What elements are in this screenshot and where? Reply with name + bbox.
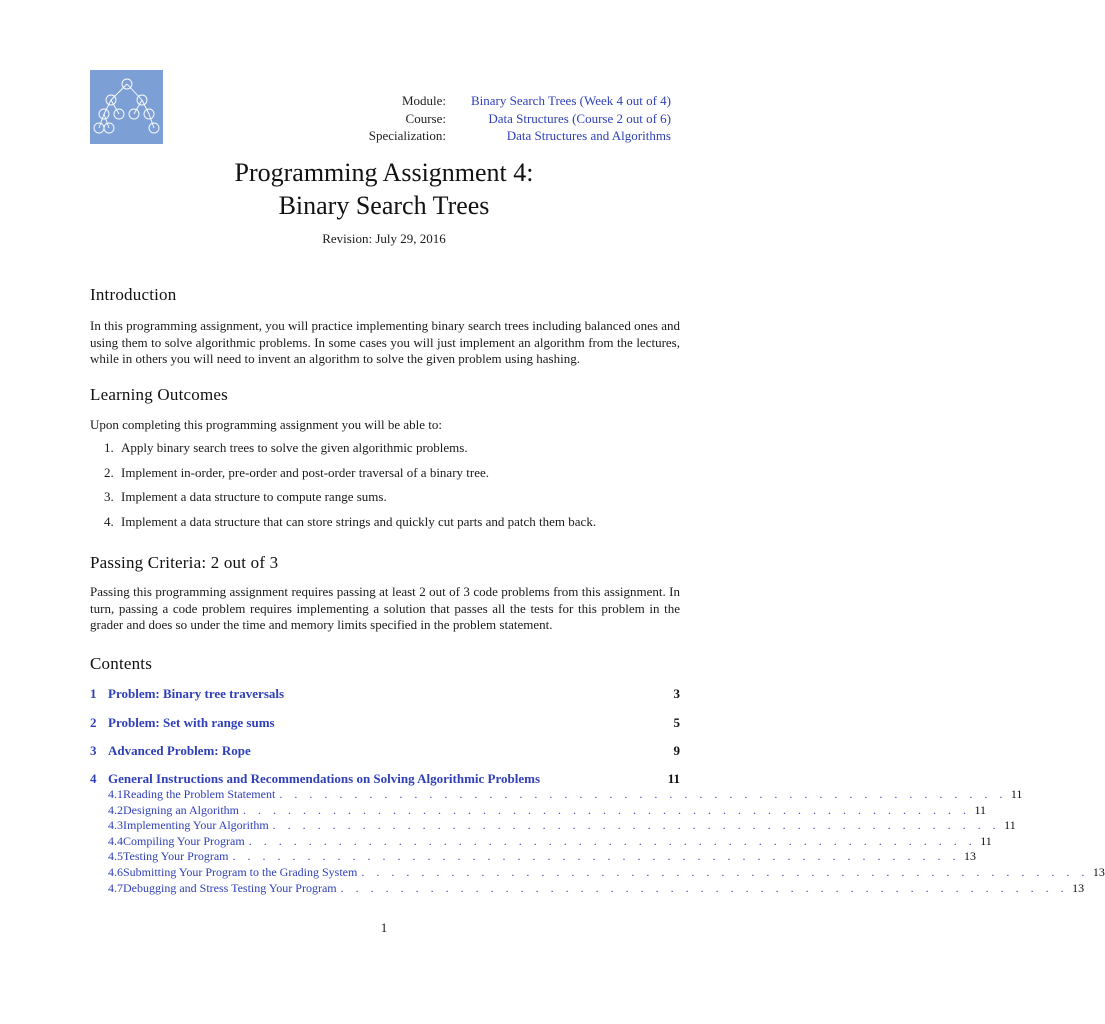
toc-subsection-number: 4.5 xyxy=(108,849,123,864)
toc-section-number: 4 xyxy=(90,771,97,786)
list-item-text: Apply binary search trees to solve the given algorithmic problems. xyxy=(121,440,468,455)
toc-section-3[interactable] xyxy=(90,743,680,759)
toc-dot-leader: . . . . . . . . . . . . . . . . . . . . . . . . . . . . . . . . . . . . . . . . . . . . . . . . . xyxy=(248,833,977,848)
list-item xyxy=(90,489,680,514)
toc-subsection-page[interactable]: 13 xyxy=(964,849,976,864)
toc-dot-leader: . . . . . . . . . . . . . . . . . . . . . . . . . . . . . . . . . . . . . . . . . . . . . . . . . xyxy=(272,818,1001,833)
page-number: 1 xyxy=(380,920,388,935)
toc-section-number: 2 xyxy=(90,715,97,730)
list-item-number: 3. xyxy=(104,489,114,504)
toc-subsection-number: 4.6 xyxy=(108,864,123,879)
list-item xyxy=(90,440,680,465)
toc-section-title[interactable]: Problem: Binary tree traversals xyxy=(108,686,285,701)
toc-subsection-page[interactable]: 11 xyxy=(980,833,992,848)
toc-subsection[interactable] xyxy=(90,864,1105,881)
passing-criteria-text: Passing this programming assignment requires passing at least 2 out of 3 code problems from this assignment. In turn, passing a code problem requires implementing a solution that passes all the tests for this problem in the grader and does so under the time and memory limits specified in the problem statement. xyxy=(90,584,680,632)
toc-subsection-page[interactable]: 13 xyxy=(1072,880,1085,895)
toc-dot-leader: . . . . . . . . . . . . . . . . . . . . . . . . . . . . . . . . . . . . . . . . . . . . . . . . . xyxy=(243,802,971,817)
toc-subsection-title[interactable]: Submitting Your Program to the Grading System xyxy=(123,864,358,879)
toc-section-page[interactable]: 3 xyxy=(673,686,680,701)
toc-section-title[interactable]: General Instructions and Recommendations on Solving Algorithmic Problems xyxy=(108,771,541,786)
toc-subsection-list xyxy=(90,787,1105,896)
toc-subsection-number: 4.7 xyxy=(108,880,123,895)
toc-subsection[interactable] xyxy=(90,818,1016,834)
toc-section-title[interactable]: Problem: Set with range sums xyxy=(108,715,275,730)
toc-subsection-title[interactable]: Designing an Algorithm xyxy=(123,802,239,817)
course-row xyxy=(300,110,671,128)
module-link[interactable]: Binary Search Trees (Week 4 out of 4) xyxy=(470,93,671,108)
list-item xyxy=(90,465,680,490)
specialization-row xyxy=(300,127,671,145)
list-item-text: Implement in-order, pre-order and post-order traversal of a binary tree. xyxy=(121,464,490,480)
toc-subsection-number: 4.4 xyxy=(108,833,123,848)
title-line-2: Binary Search Trees xyxy=(278,191,490,220)
introduction-text: In this programming assignment, you will practice implementing binary search trees including balanced ones and using them to solve algorithmic problems. In some cases you will just implement an algorithm from the lectures, while in others you will need to invent an algorithm to solve the given problem using hashing. xyxy=(90,318,680,366)
toc-subsection-title[interactable]: Debugging and Stress Testing Your Program xyxy=(123,880,337,895)
specialization-link[interactable]: Data Structures and Algorithms xyxy=(506,128,671,143)
passing-criteria-heading: Passing Criteria: 2 out of 3 xyxy=(90,553,279,572)
toc-dot-leader: . . . . . . . . . . . . . . . . . . . . . . . . . . . . . . . . . . . . . . . . . . . . . . . . . xyxy=(340,880,1069,895)
toc-subsection[interactable] xyxy=(90,833,992,850)
toc-section-page[interactable]: 11 xyxy=(667,771,680,786)
toc-subsection-page[interactable]: 11 xyxy=(974,802,987,817)
toc-subsection-page[interactable]: 13 xyxy=(1092,864,1105,879)
toc-section-number: 3 xyxy=(90,743,97,758)
specialization-label: Specialization: xyxy=(368,128,446,143)
toc-subsection-title[interactable]: Compiling Your Program xyxy=(123,833,245,848)
toc-subsection-title[interactable]: Implementing Your Algorithm xyxy=(123,818,269,833)
toc-dot-leader: . . . . . . . . . . . . . . . . . . . . . . . . . . . . . . . . . . . . . . . . . . . . . . . . . xyxy=(279,787,1007,801)
toc-section-1[interactable] xyxy=(90,686,680,702)
toc-section-page[interactable]: 9 xyxy=(673,743,680,758)
toc-subsection-number: 4.1 xyxy=(108,787,123,801)
course-label: Course: xyxy=(405,110,446,126)
module-row xyxy=(300,92,671,110)
toc-section-title[interactable]: Advanced Problem: Rope xyxy=(108,743,251,758)
module-label: Module: xyxy=(401,93,446,108)
course-link[interactable]: Data Structures (Course 2 out of 6) xyxy=(488,110,671,126)
toc-subsection-number: 4.2 xyxy=(108,802,123,817)
learning-outcomes-heading: Learning Outcomes xyxy=(90,385,228,404)
learning-outcomes-list xyxy=(90,440,680,538)
list-item-number: 1. xyxy=(104,440,114,455)
list-item-number: 4. xyxy=(104,513,114,529)
toc-dot-leader: . . . . . . . . . . . . . . . . . . . . . . . . . . . . . . . . . . . . . . . . . . . . . . . . . xyxy=(361,864,1089,879)
revision-date: Revision: July 29, 2016 xyxy=(322,231,446,246)
toc-subsection-title[interactable]: Testing Your Program xyxy=(123,849,229,864)
contents-heading: Contents xyxy=(90,654,153,673)
toc-subsection[interactable] xyxy=(90,849,976,865)
toc-section-page[interactable]: 5 xyxy=(673,715,680,730)
toc-subsection[interactable] xyxy=(90,802,987,819)
title-line-1: Programming Assignment 4: xyxy=(234,158,534,187)
toc-section-2[interactable] xyxy=(90,715,680,731)
introduction-heading: Introduction xyxy=(90,285,177,304)
toc-subsection[interactable] xyxy=(90,880,1085,897)
toc-subsection[interactable] xyxy=(90,787,1023,803)
learning-outcomes-intro: Upon completing this programming assignment you will be able to: xyxy=(90,417,443,432)
toc-subsection-page[interactable]: 11 xyxy=(1010,787,1023,801)
document-title xyxy=(0,156,768,222)
list-item-text: Implement a data structure that can store strings and quickly cut parts and patch them back. xyxy=(121,513,597,529)
toc-subsection-number: 4.3 xyxy=(108,818,123,833)
toc-section-4[interactable] xyxy=(90,771,680,787)
toc-subsection-page[interactable]: 11 xyxy=(1004,818,1016,833)
list-item xyxy=(90,514,680,539)
toc-section-number: 1 xyxy=(90,686,97,701)
toc-dot-leader: . . . . . . . . . . . . . . . . . . . . . . . . . . . . . . . . . . . . . . . . . . . . . . . . . xyxy=(232,849,960,864)
list-item-text: Implement a data structure to compute range sums. xyxy=(121,489,387,504)
list-item-number: 2. xyxy=(104,464,114,480)
course-meta xyxy=(300,92,671,145)
toc-subsection-title[interactable]: Reading the Problem Statement xyxy=(123,787,276,801)
binary-tree-logo-icon xyxy=(90,70,163,144)
